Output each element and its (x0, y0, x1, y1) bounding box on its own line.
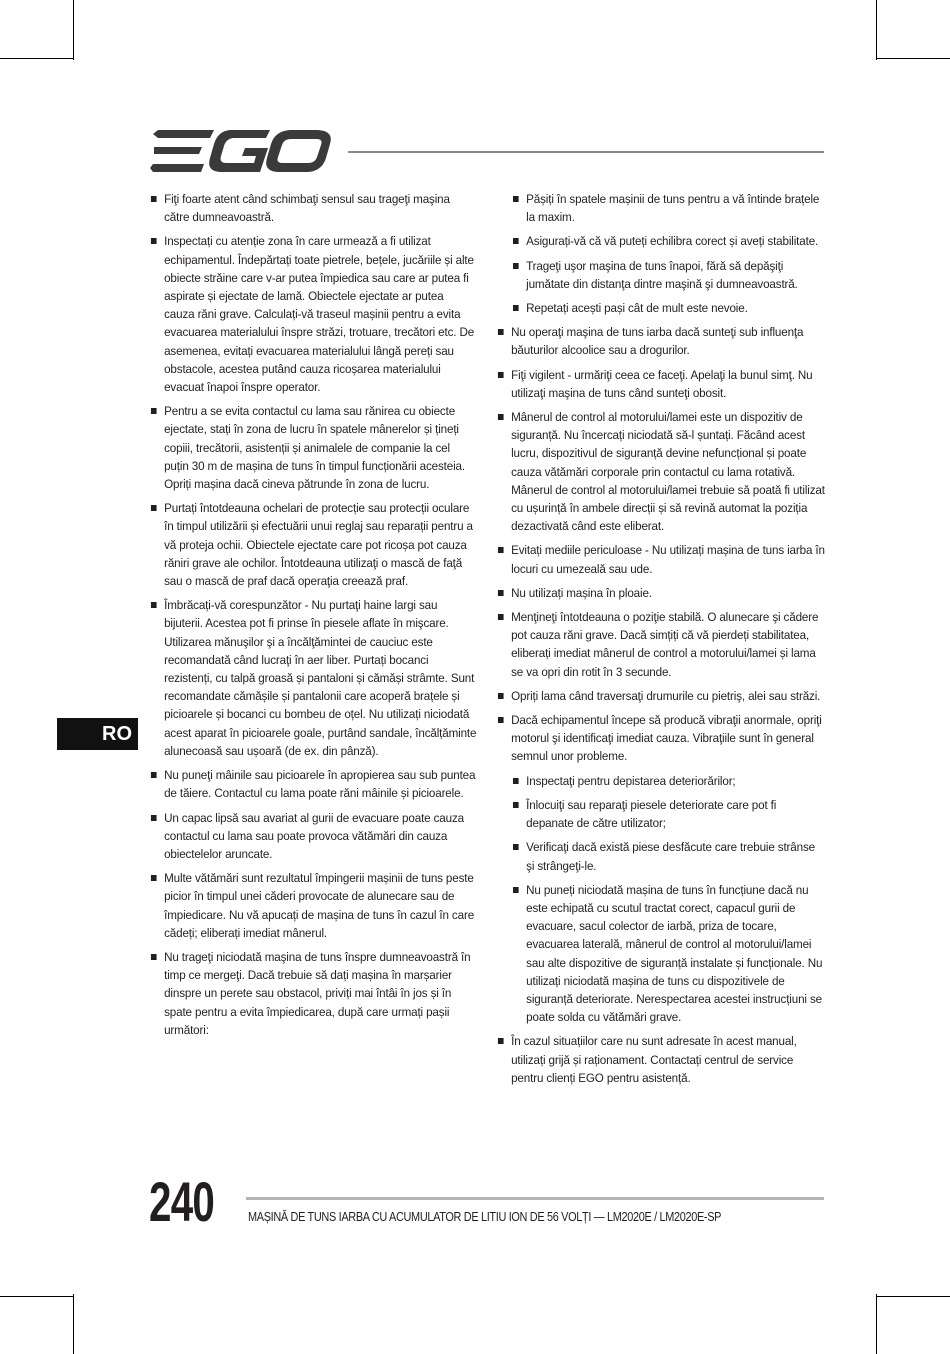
bullet-item: Mânerul de control al motorului/lamei este un dispozitiv de siguranță. Nu încercați niciodată să-l șuntați. Făcând acest lucru, dispozitivul de siguranță devine nefuncțional și poate cauza vătămări corporale prin contactul cu lama rotativă. Mânerul de control al motorului/lamei trebuie să poată fi utilizat cu ușurință în ambele direcții și să revină automat la poziția dezactivată când este eliberat. (497, 408, 826, 535)
sub-bullet-item: Asigurați-vă că vă puteți echilibra corect și aveți stabilitate. (497, 232, 826, 250)
language-tab: RO (57, 718, 138, 750)
right-column (497, 190, 827, 1093)
crop-mark (0, 58, 74, 59)
bullet-list-left (150, 190, 478, 1039)
bullet-item: Nu puneţi mâinile sau picioarele în apropierea sau sub puntea de tăiere. Contactul cu lama poate răni mâinile și picioarele. (150, 766, 477, 802)
left-column (150, 190, 478, 1045)
bullet-item: Fiţi foarte atent când schimbaţi sensul sau trageţi maşina către dumneavoastră. (150, 190, 477, 226)
crop-mark (876, 58, 950, 59)
bullet-item: Un capac lipsă sau avariat al gurii de evacuare poate cauza contactul cu lama sau poate provoca vătămări din cauza obiectelelor aruncate. (150, 809, 477, 864)
sub-bullet-item: Verificaţi dacă există piese desfăcute care trebuie strânse şi strângeţi-le. (497, 838, 826, 874)
bullet-item: Nu trageţi niciodată maşina de tuns înspre dumneavoastră în timp ce mergeţi. Dacă trebuie să dați mașina în marșarier dinspre un perete sau obstacol, priviți mai întâi în jos și în spate pentru a evita împiedicarea, după care urmați pașii următori: (150, 948, 477, 1039)
bullet-item: Îmbrăcați-vă corespunzător - Nu purtaţi haine largi sau bijuterii. Acestea pot fi prinse în piesele aflate în mişcare. Utilizarea mănuşilor şi a încălţămintei de cauciuc este recomandată când lucraţi în aer liber. Purtați bocanci rezistenți, cu talpă groasă și pantaloni și cămăși strâmte. Sunt recomandate cămășile și pantalonii care acoperă brațele și picioarele și bocanci cu bombeu de oțel. Nu utilizați niciodată acest aparat în picioarele goale, purtând sandale, încălțăminte alunecoasă sau ușoară (de ex. din pânză). (150, 596, 477, 760)
footer-rule (246, 1197, 824, 1200)
crop-mark (0, 1296, 74, 1297)
bullet-item: Opriți lama când traversaţi drumurile cu pietriş, alei sau străzi. (497, 687, 826, 705)
sub-bullet-item: Trageţi uşor maşina de tuns înapoi, fără să depăşiţi jumătate din distanţa dintre maşină şi dumneavoastră. (497, 257, 826, 293)
crop-mark (73, 1294, 74, 1354)
bullet-item: Multe vătămări sunt rezultatul împingerii mașinii de tuns peste picior în timpul unei căderi provocate de alunecare sau de împiedicare. Nu vă apucați de mașina de tuns în cazul în care cădeți; eliberați imediat mânerul. (150, 869, 477, 942)
header-rule (348, 151, 824, 153)
bullet-item: În cazul situațiilor care nu sunt adresate în acest manual, utilizați grijă și raționament. Contactați centrul de service pentru clienți EGO pentru asistență. (497, 1032, 826, 1087)
crop-mark (73, 0, 74, 60)
crop-mark (876, 0, 877, 60)
bullet-item: Nu utilizați mașina în ploaie. (497, 584, 826, 602)
bullet-item: Fiţi vigilent - urmăriţi ceea ce faceţi. Apelaţi la bunul simţ. Nu utilizaţi maşina de tuns când sunteţi obosit. (497, 366, 826, 402)
ego-logo (150, 130, 332, 172)
bullet-item: Menţineţi întotdeauna o poziţie stabilă. O alunecare şi cădere pot cauza răni grave. Dacă simțiți că vă pierdeți stabilitatea, eliberați imediat mânerul de control a motorului/lamei și lama se va opri din rotit în 3 secunde. (497, 608, 826, 681)
sub-bullet-item: Nu puneți niciodată mașina de tuns în funcțiune dacă nu este echipată cu scutul tractat corect, capacul gurii de evacuare, sacul colector de iarbă, priza de tocare, evacuarea laterală, mânerul de control al motorului/lamei sau alte dispozitive de siguranță instalate și funcționale. Nu utilizați niciodată mașina de tuns cu dispozitivele de siguranță deteriorate. Nerespectarea acestei instrucțiuni se poate solda cu vătămări grave. (497, 881, 826, 1027)
bullet-item: Pentru a se evita contactul cu lama sau rănirea cu obiecte ejectate, stați în zona de lucru în spatele mânerelor și țineți copiii, trecătorii, asistenții și animalele de companie la cel puțin 30 m de mașina de tuns în timpul funcționării acesteia. Opriți mașina dacă cineva pătrunde în zona de lucru. (150, 402, 477, 493)
crop-mark (876, 1294, 877, 1354)
sub-bullet-item: Înlocuiţi sau reparaţi piesele deteriorate care pot fi depanate de către utilizator; (497, 796, 826, 832)
bullet-list-right (497, 190, 827, 1087)
bullet-item: Inspectați cu atenție zona în care urmează a fi utilizat echipamentul. Îndepărtați toate pietrele, bețele, jucăriile și alte obiecte străine care v-ar putea împiedica sau care ar putea fi aspirate și ejectate de lamă. Obiectele ejectate ar putea cauza răni grave. Calculați-vă traseul mașinii pentru a evita evacuarea materialului înspre străzi, trotuare, trecători etc. De asemenea, evitați evacuarea materialului lângă pereți sau obstacole, acestea putând cauza ricoșarea materialului evacuat înapoi înspre operator. (150, 232, 477, 396)
bullet-item: Purtați întotdeauna ochelari de protecție sau protecții oculare în timpul utilizării și efectuării unui reglaj sau reparații pentru a vă proteja ochii. Obiectele ejectate care pot ricoșa pot cauza răniri grave ale ochilor. Întotdeauna utilizaţi o mască de faţă sau o mască de praf dacă operaţia creează praf. (150, 499, 477, 590)
bullet-item: Nu operaţi maşina de tuns iarba dacă sunteţi sub influenţa băuturilor alcoolice sau a drogurilor. (497, 323, 826, 359)
bullet-item: Evitați mediile periculoase - Nu utilizați mașina de tuns iarba în locuri cu umezeală sau ude. (497, 541, 826, 577)
sub-bullet-item: Pășiți în spatele mașinii de tuns pentru a vă întinde brațele la maxim. (497, 190, 826, 226)
crop-mark (876, 1296, 950, 1297)
page-number: 240 (149, 1170, 215, 1233)
footer-title: MAȘINĂ DE TUNS IARBA CU ACUMULATOR DE LITIU ION DE 56 VOLȚI — LM2020E / LM2020E-SP (248, 1209, 722, 1224)
sub-bullet-item: Repetați acești pași cât de mult este nevoie. (497, 299, 826, 317)
bullet-item: Dacă echipamentul începe să producă vibraţii anormale, opriţi motorul şi identificaţi imediat cauza. Vibraţiile sunt în general semnul unor probleme. (497, 711, 826, 766)
sub-bullet-item: Inspectaţi pentru depistarea deteriorărilor; (497, 772, 826, 790)
